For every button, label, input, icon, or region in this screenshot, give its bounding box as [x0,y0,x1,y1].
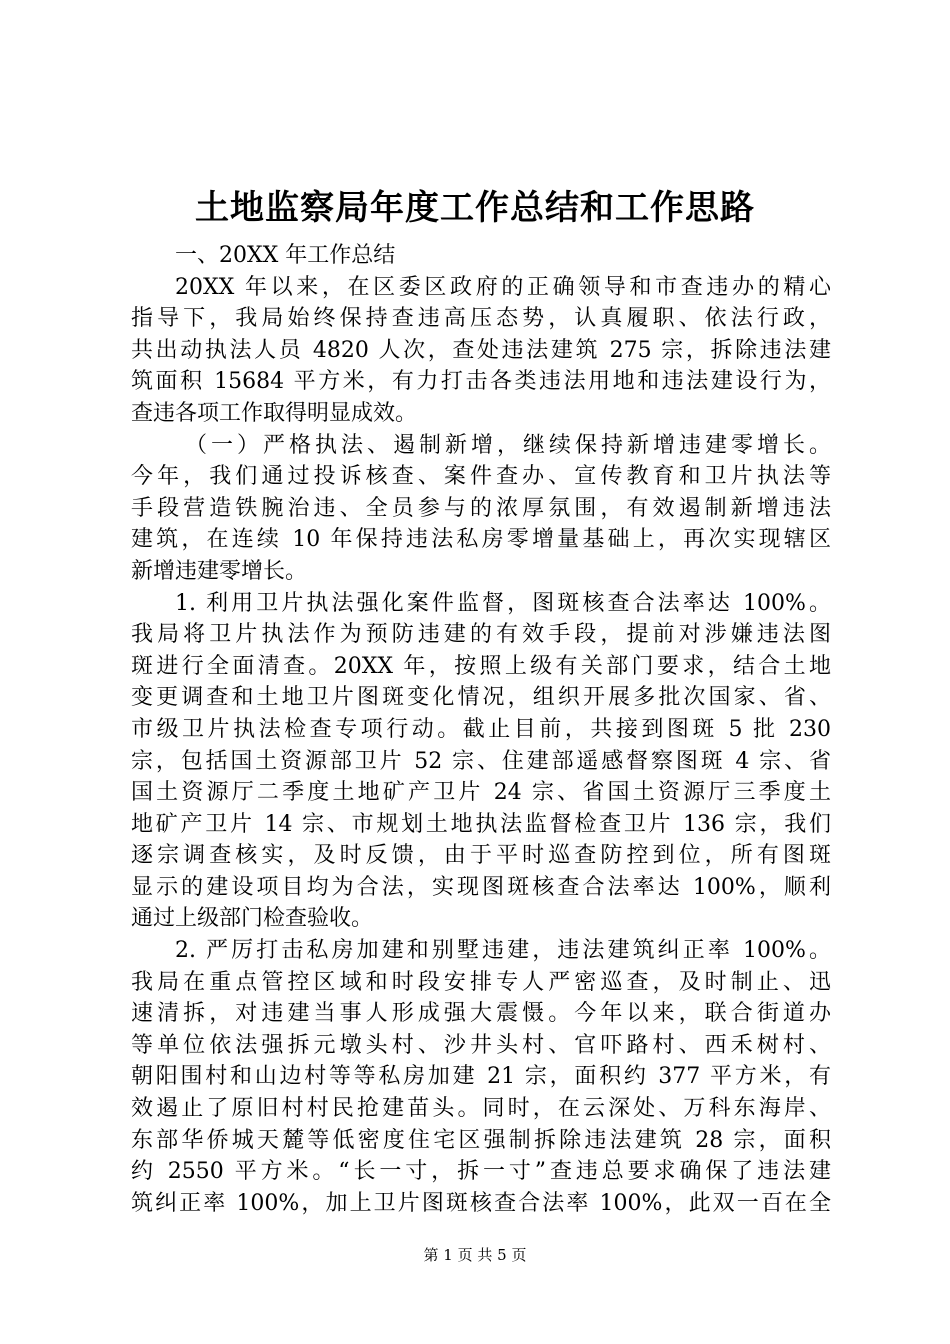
text-line: 筑面积 15684 平方米，有力打击各类违法用地和违法建设行为， [131,369,831,395]
text-line: 2. 严厉打击私房加建和别墅违建，违法建筑纠正率 100%。 [175,938,831,964]
text-line: 今年，我们通过投诉核查、案件查办、宣传教育和卫片执法等 [131,464,831,490]
text-line: 变更调查和土地卫片图斑变化情况，组织开展多批次国家、省、 [131,685,831,711]
text-line: 速清拆，对违建当事人形成强大震慑。今年以来，联合街道办 [131,1001,831,1027]
page-footer: 第 1 页 共 5 页 [423,1246,527,1264]
text-line: 显示的建设项目均为合法，实现图斑核查合法率达 100%，顺利 [131,874,831,900]
text-line: 市级卫片执法检查专项行动。截止目前，共接到图斑 5 批 230 [131,716,831,742]
document-body [131,240,831,1219]
page-title: 土地监察局年度工作总结和工作思路 [195,188,755,228]
text-line: 20XX 年以来，在区委区政府的正确领导和市查违办的精心 [175,274,831,300]
text-line: 指导下，我局始终保持查违高压态势，认真履职、依法行政， [131,306,831,332]
text-line: 我局在重点管控区域和时段安排专人严密巡查，及时制止、迅 [131,969,831,995]
text-line: 国土资源厅二季度土地矿产卫片 24 宗、省国土资源厅三季度土 [131,780,831,806]
text-line: 建筑，在连续 10 年保持违法私房零增量基础上，再次实现辖区 [131,527,831,553]
text-line: 斑进行全面清查。20XX 年，按照上级有关部门要求，结合土地 [131,653,831,679]
text-line: 等单位依法强拆元墩头村、沙井头村、官吓路村、西禾树村、 [131,1032,831,1058]
text-line: 手段营造铁腕治违、全员参与的浓厚氛围，有效遏制新增违法 [131,495,831,521]
text-line: 通过上级部门检查验收。 [131,906,374,932]
text-line: 一、20XX 年工作总结 [175,243,396,268]
text-line: 共出动执法人员 4820 人次，查处违法建筑 275 宗，拆除违法建 [131,337,831,363]
text-line: 宗，包括国土资源部卫片 52 宗、住建部遥感督察图斑 4 宗、省 [131,748,831,774]
text-line: 东部华侨城天麓等低密度住宅区强制拆除违法建筑 28 宗，面积 [131,1127,831,1153]
text-line: 效遏止了原旧村村民抢建苗头。同时，在云深处、万科东海岸、 [131,1096,831,1122]
text-line: 筑纠正率 100%，加上卫片图斑核查合法率 100%，此双一百在全 [131,1190,831,1216]
text-line: 我局将卫片执法作为预防违建的有效手段，提前对涉嫌违法图 [131,622,831,648]
text-line: 新增违建零增长。 [131,558,308,584]
text-line: 地矿产卫片 14 宗、市规划土地执法监督检查卫片 136 宗，我们 [131,811,831,837]
text-line: 查违各项工作取得明显成效。 [131,400,418,426]
text-line: 1. 利用卫片执法强化案件监督，图斑核查合法率达 100%。 [175,590,831,616]
text-line: 逐宗调查核实，及时反馈，由于平时巡查防控到位，所有图斑 [131,843,831,869]
text-line: （一）严格执法、遏制新增，继续保持新增违建零增长。 [185,432,831,458]
text-line: 朝阳围村和山边村等等私房加建 21 宗，面积约 377 平方米，有 [131,1064,831,1090]
text-line: 约 2550 平方米。“长一寸，拆一寸”查违总要求确保了违法建 [131,1159,831,1185]
